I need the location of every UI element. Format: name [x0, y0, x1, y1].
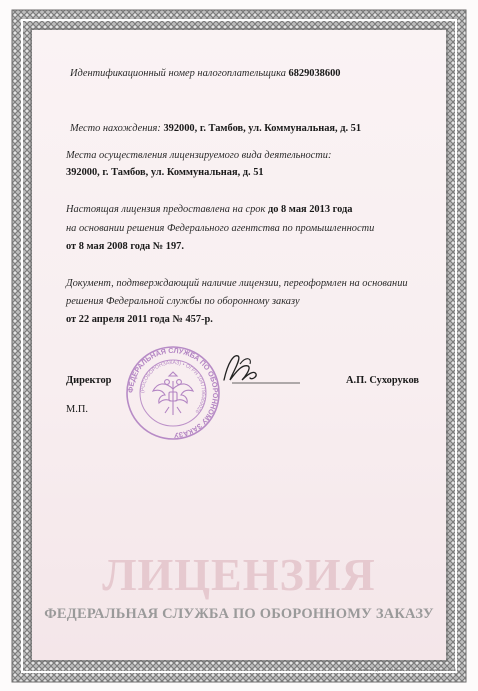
reissue-date: от 22 апреля 2011 года № 457-р.	[66, 314, 213, 325]
taxpayer-value: 6829038600	[288, 68, 341, 79]
director-name: А.П. Сухоруков	[346, 375, 420, 386]
activity-place-label: Места осуществления лицензируемого вида деятельности:	[66, 150, 332, 161]
eagle-emblem-icon	[153, 372, 193, 415]
seal-place-label: М.П.	[66, 404, 88, 415]
official-seal	[125, 345, 221, 441]
term-line	[66, 205, 352, 215]
reissue-line-1: Документ, подтверждающий наличие лицензии, переоформлен на основании	[66, 278, 408, 289]
taxpayer-label: Идентификационный номер налогоплательщика	[70, 68, 286, 79]
term-basis-line	[66, 224, 374, 234]
activity-place-value: 392000, г. Тамбов, ул. Коммунальная, д. 51	[66, 167, 264, 178]
print-footer: ЗАО "Компания Дане" г. Москва, 2010 г. «Б» Лицензия № 46	[344, 667, 456, 672]
term-basis-date: от 8 мая 2008 года № 197.	[66, 241, 184, 252]
reissue-line-2: решения Федеральной службы по оборонному заказу	[66, 296, 300, 307]
location-value: 392000, г. Тамбов, ул. Коммунальная, д. 51	[163, 123, 362, 134]
term-basis-prefix: на основании	[66, 223, 125, 234]
location-line	[70, 124, 361, 134]
seal-outer-text: ФЕДЕРАЛЬНАЯ СЛУЖБА ПО ОБОРОННОМУ ЗАКАЗУ	[125, 345, 221, 441]
seal-inner-text: (РОСОБОРОНЗАКАЗ) • ОГРН 1047796469026	[139, 359, 207, 415]
watermark-title: ЛИЦЕНЗИЯ	[102, 549, 376, 600]
term-value: до 8 мая 2013 года	[267, 204, 353, 215]
taxpayer-line	[70, 69, 340, 79]
watermark-agency: ФЕДЕРАЛЬНАЯ СЛУЖБА ПО ОБОРОННОМУ ЗАКАЗУ	[44, 606, 434, 622]
term-prefix: Настоящая лицензия предоставлена на срок	[66, 204, 266, 215]
handwritten-signature	[212, 350, 304, 392]
director-title: Директор	[66, 375, 112, 386]
term-basis: решения Федерального агентства по промышленности	[126, 223, 375, 234]
location-label: Место нахождения:	[70, 123, 161, 134]
